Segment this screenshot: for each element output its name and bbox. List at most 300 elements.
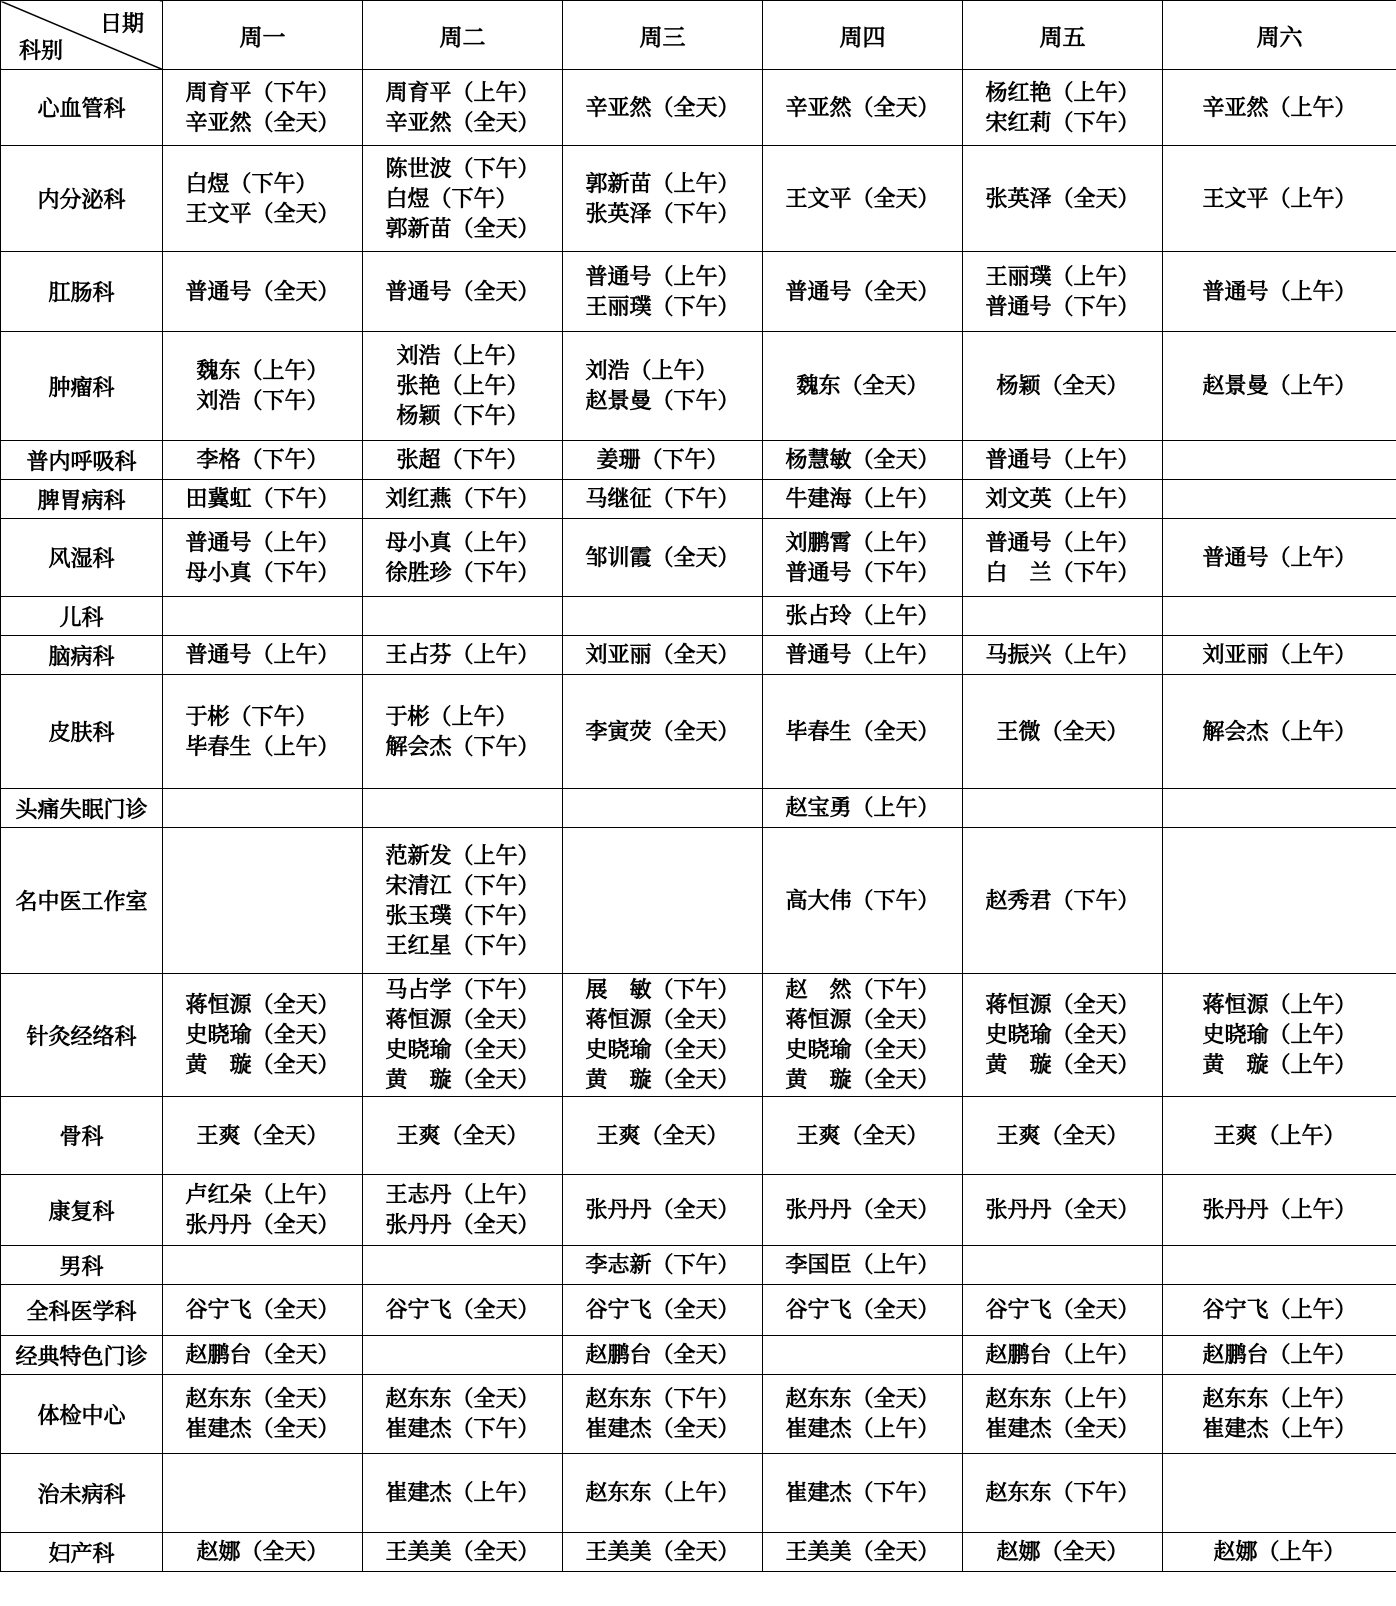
schedule-cell	[963, 1336, 1163, 1375]
table-row	[1, 1454, 1396, 1533]
schedule-cell	[363, 1285, 563, 1336]
schedule-cell	[563, 1285, 763, 1336]
doctor-list	[796, 1121, 928, 1151]
doctor-list	[1202, 1340, 1356, 1370]
department-name: 肿瘤科	[1, 332, 163, 441]
doctor-entry: 王爽（全天）	[596, 1122, 729, 1149]
doctor-entry: 刘亚丽（全天）	[585, 642, 740, 668]
doctor-entry: 普通号（上午）	[185, 642, 340, 668]
schedule-cell	[163, 70, 363, 146]
doctor-entry: 刘文英（上午）	[985, 486, 1140, 512]
doctor-list	[185, 1340, 339, 1370]
doctor-list	[1202, 990, 1356, 1080]
doctor-list	[385, 702, 539, 762]
doctor-list	[785, 184, 939, 214]
doctor-entry: 赵宝勇（上午）	[785, 795, 940, 821]
doctor-list	[1202, 543, 1356, 573]
doctor-list	[785, 793, 939, 823]
doctor-list	[1213, 1537, 1345, 1567]
doctor-list	[985, 1384, 1139, 1444]
doctor-entry: 赵东东（全天）	[185, 1386, 340, 1412]
doctor-list	[585, 1250, 739, 1280]
doctor-list	[396, 445, 528, 475]
schedule-cell	[763, 789, 963, 828]
doctor-entry: 谷宁飞（全天）	[585, 1297, 740, 1323]
doctor-list	[996, 1121, 1128, 1151]
doctor-list	[185, 484, 339, 514]
schedule-cell	[963, 1246, 1163, 1285]
doctor-list	[585, 1478, 739, 1508]
schedule-cell	[1163, 70, 1396, 146]
doctor-entry: 王爽（上午）	[1213, 1122, 1346, 1149]
doctor-list	[796, 371, 928, 401]
schedule-cell	[1163, 1533, 1396, 1572]
doctor-entry: 黄 璇（上午）	[1202, 1052, 1357, 1078]
schedule-cell	[1163, 1175, 1396, 1246]
doctor-entry: 宋清江（下午）	[385, 872, 540, 899]
schedule-cell	[563, 1533, 763, 1572]
doctor-entry: 卢红朵（上午）	[185, 1182, 340, 1208]
department-name: 风湿科	[1, 519, 163, 597]
corner-date-label: 日期	[99, 11, 144, 37]
doctor-entry: 王文平（全天）	[185, 200, 340, 227]
schedule-cell	[1163, 1375, 1396, 1454]
schedule-cell	[1163, 252, 1396, 332]
schedule-cell	[363, 70, 563, 146]
doctor-entry: 蒋恒源（全天）	[985, 992, 1140, 1018]
doctor-entry: 黄 璇（全天）	[985, 1052, 1140, 1078]
table-row	[1, 789, 1396, 828]
schedule-cell	[363, 252, 563, 332]
day-header-tue: 周二	[363, 1, 563, 70]
schedule-cell	[1163, 828, 1396, 974]
table-row	[1, 519, 1396, 597]
schedule-cell	[163, 636, 363, 675]
schedule-cell	[163, 480, 363, 519]
doctor-entry: 赵鹏台（全天）	[585, 1342, 740, 1368]
doctor-list	[785, 1478, 939, 1508]
schedule-cell	[163, 1285, 363, 1336]
doctor-list	[385, 528, 539, 588]
doctor-entry: 于彬（下午）	[185, 703, 318, 730]
doctor-list	[996, 717, 1128, 747]
schedule-cell	[563, 1336, 763, 1375]
doctor-entry: 范新发（上午）	[385, 842, 540, 869]
schedule-cell	[363, 1533, 563, 1572]
schedule-cell	[763, 1533, 963, 1572]
doctor-list	[785, 445, 939, 475]
doctor-list	[985, 1195, 1139, 1225]
doctor-entry: 普通号（下午）	[785, 559, 940, 586]
doctor-list	[1202, 93, 1356, 123]
schedule-cell	[363, 1097, 563, 1175]
schedule-cell	[963, 332, 1163, 441]
doctor-entry: 张超（下午）	[396, 447, 529, 473]
table-row	[1, 1533, 1396, 1572]
doctor-list	[785, 717, 939, 747]
schedule-cell	[763, 1285, 963, 1336]
doctor-entry: 张丹丹（全天）	[985, 1197, 1140, 1223]
doctor-list	[985, 262, 1139, 322]
doctor-entry: 杨红艳（上午）	[985, 79, 1140, 106]
table-row	[1, 70, 1396, 146]
table-row	[1, 1375, 1396, 1454]
table-row	[1, 828, 1396, 974]
doctor-entry: 普通号（上午）	[1202, 278, 1357, 305]
doctor-entry: 李志新（下午）	[585, 1252, 740, 1278]
doctor-entry: 普通号（上午）	[985, 447, 1140, 473]
doctor-entry: 普通号（上午）	[185, 529, 340, 556]
doctor-list	[196, 1121, 328, 1151]
schedule-cell	[1163, 1285, 1396, 1336]
doctor-list	[585, 1295, 739, 1325]
doctor-list	[585, 1537, 739, 1567]
doctor-list	[785, 975, 939, 1095]
doctor-list	[196, 356, 328, 416]
doctor-entry: 赵鹏台（全天）	[185, 1342, 340, 1368]
schedule-cell	[163, 1454, 363, 1533]
schedule-cell	[563, 441, 763, 480]
doctor-entry: 王爽（全天）	[396, 1122, 529, 1149]
schedule-cell	[963, 70, 1163, 146]
doctor-entry: 田冀虹（下午）	[185, 486, 340, 512]
doctor-entry: 姜珊（下午）	[596, 447, 729, 473]
schedule-cell	[1163, 675, 1396, 789]
schedule-cell	[363, 519, 563, 597]
doctor-entry: 王爽（全天）	[796, 1122, 929, 1149]
schedule-cell	[163, 1375, 363, 1454]
doctor-entry: 普通号（上午）	[985, 529, 1140, 556]
doctor-entry: 张丹丹（全天）	[185, 1212, 340, 1238]
doctor-entry: 王志丹（上午）	[385, 1182, 540, 1208]
doctor-entry: 王爽（全天）	[996, 1122, 1129, 1149]
doctor-list	[985, 1340, 1139, 1370]
doctor-list	[185, 78, 339, 138]
doctor-entry: 刘浩（下午）	[196, 388, 329, 414]
doctor-list	[385, 1537, 539, 1567]
schedule-cell	[963, 252, 1163, 332]
schedule-cell	[1163, 1336, 1396, 1375]
doctor-list	[196, 1537, 328, 1567]
doctor-list	[985, 484, 1139, 514]
schedule-cell	[563, 252, 763, 332]
schedule-cell	[563, 974, 763, 1097]
day-header-mon: 周一	[163, 1, 363, 70]
schedule-body	[1, 70, 1396, 1572]
doctor-list	[596, 445, 728, 475]
schedule-cell	[1163, 480, 1396, 519]
table-row	[1, 1246, 1396, 1285]
schedule-cell	[963, 1454, 1163, 1533]
schedule-cell	[563, 519, 763, 597]
schedule-cell	[1163, 441, 1396, 480]
doctor-entry: 谷宁飞（全天）	[985, 1297, 1140, 1323]
doctor-entry: 赵娜（上午）	[1213, 1539, 1346, 1565]
schedule-cell	[763, 675, 963, 789]
doctor-entry: 魏东（上午）	[196, 358, 329, 384]
doctor-list	[996, 1537, 1128, 1567]
doctor-entry: 赵东东（下午）	[585, 1386, 740, 1412]
schedule-cell	[163, 828, 363, 974]
doctor-entry: 马占学（下午）	[385, 977, 540, 1003]
doctor-entry: 刘亚丽（上午）	[1202, 642, 1357, 668]
table-row	[1, 675, 1396, 789]
doctor-entry: 魏东（全天）	[796, 373, 929, 399]
department-name: 全科医学科	[1, 1285, 163, 1336]
schedule-cell	[963, 597, 1163, 636]
doctor-list	[985, 886, 1139, 916]
doctor-entry: 史晓瑜（全天）	[585, 1037, 740, 1063]
schedule-cell	[563, 636, 763, 675]
doctor-entry: 赵东东（上午）	[585, 1480, 740, 1506]
schedule-cell	[963, 974, 1163, 1097]
doctor-entry: 崔建杰（全天）	[185, 1416, 340, 1442]
doctor-entry: 辛亚然（全天）	[185, 109, 340, 136]
schedule-cell	[763, 1097, 963, 1175]
schedule-cell	[963, 1285, 1163, 1336]
doctor-entry: 辛亚然（全天）	[585, 94, 740, 121]
doctor-entry: 杨颖（全天）	[996, 373, 1129, 399]
doctor-list	[1202, 277, 1356, 307]
schedule-cell	[163, 441, 363, 480]
doctor-list	[185, 1180, 339, 1240]
day-header-wed: 周三	[563, 1, 763, 70]
doctor-list	[785, 1295, 939, 1325]
doctor-list	[585, 262, 739, 322]
schedule-cell	[963, 789, 1163, 828]
doctor-list	[185, 702, 339, 762]
doctor-list	[985, 445, 1139, 475]
schedule-cell	[163, 252, 363, 332]
doctor-entry: 史晓瑜（全天）	[185, 1022, 340, 1048]
schedule-cell	[1163, 519, 1396, 597]
doctor-list	[785, 1250, 939, 1280]
doctor-entry: 邹训霞（全天）	[585, 544, 740, 571]
doctor-list	[996, 371, 1128, 401]
doctor-entry: 赵娜（全天）	[196, 1539, 329, 1565]
doctor-entry: 辛亚然（全天）	[385, 109, 540, 136]
table-row	[1, 636, 1396, 675]
doctor-list	[1202, 1295, 1356, 1325]
schedule-cell	[963, 675, 1163, 789]
doctor-entry: 白煜（下午）	[385, 185, 518, 212]
doctor-entry: 徐胜珍（下午）	[385, 559, 540, 586]
doctor-entry: 王文平（上午）	[1202, 185, 1357, 212]
schedule-cell	[1163, 1097, 1396, 1175]
schedule-cell	[163, 1097, 363, 1175]
doctor-entry: 王文平（全天）	[785, 185, 940, 212]
schedule-cell	[763, 636, 963, 675]
day-header-sat: 周六	[1163, 1, 1396, 70]
department-name: 骨科	[1, 1097, 163, 1175]
doctor-list	[385, 1478, 539, 1508]
department-name: 男科	[1, 1246, 163, 1285]
doctor-entry: 马继征（下午）	[585, 486, 740, 512]
doctor-entry: 白 兰（下午）	[985, 559, 1140, 586]
doctor-entry: 普通号（全天）	[385, 278, 540, 305]
doctor-list	[1213, 1121, 1345, 1151]
doctor-entry: 赵鹏台（上午）	[985, 1342, 1140, 1368]
schedule-cell	[163, 675, 363, 789]
schedule-cell	[563, 1175, 763, 1246]
schedule-cell	[363, 480, 563, 519]
doctor-entry: 崔建杰（上午）	[1202, 1416, 1357, 1442]
schedule-cell	[1163, 974, 1396, 1097]
schedule-cell	[963, 636, 1163, 675]
doctor-list	[985, 78, 1139, 138]
doctor-entry: 周育平（下午）	[185, 79, 340, 106]
schedule-cell	[163, 1533, 363, 1572]
doctor-entry: 史晓瑜（全天）	[985, 1022, 1140, 1048]
doctor-list	[585, 1340, 739, 1370]
doctor-list	[185, 640, 339, 670]
table-row	[1, 332, 1396, 441]
doctor-list	[385, 1295, 539, 1325]
schedule-cell	[563, 1246, 763, 1285]
doctor-list	[185, 528, 339, 588]
doctor-list	[585, 543, 739, 573]
doctor-entry: 赵 然（下午）	[785, 977, 940, 1003]
doctor-entry: 王微（全天）	[996, 718, 1129, 745]
doctor-entry: 普通号（上午）	[585, 263, 740, 290]
doctor-entry: 周育平（上午）	[385, 79, 540, 106]
doctor-entry: 于彬（上午）	[385, 703, 518, 730]
doctor-entry: 张丹丹（上午）	[1202, 1197, 1357, 1223]
schedule-cell	[363, 1175, 563, 1246]
doctor-entry: 刘鹏霄（上午）	[785, 529, 940, 556]
doctor-entry: 普通号（上午）	[1202, 544, 1357, 571]
doctor-entry: 赵东东（上午）	[1202, 1386, 1357, 1412]
schedule-cell	[763, 480, 963, 519]
doctor-entry: 赵娜（全天）	[996, 1539, 1129, 1565]
schedule-cell	[363, 441, 563, 480]
table-row	[1, 252, 1396, 332]
doctor-list	[585, 640, 739, 670]
doctor-entry: 蒋恒源（全天）	[585, 1007, 740, 1033]
doctor-list	[985, 1295, 1139, 1325]
doctor-entry: 赵鹏台（上午）	[1202, 1342, 1357, 1368]
doctor-list	[985, 184, 1139, 214]
doctor-entry: 普通号（下午）	[985, 293, 1140, 320]
doctor-entry: 崔建杰（全天）	[985, 1416, 1140, 1442]
doctor-entry: 王丽璞（上午）	[985, 263, 1140, 290]
schedule-cell	[563, 828, 763, 974]
doctor-entry: 王美美（全天）	[385, 1539, 540, 1565]
doctor-entry: 张英泽（下午）	[585, 200, 740, 227]
schedule-cell	[363, 636, 563, 675]
department-name: 心血管科	[1, 70, 163, 146]
doctor-list	[785, 886, 939, 916]
doctor-entry: 崔建杰（全天）	[585, 1416, 740, 1442]
doctor-list	[985, 990, 1139, 1080]
department-name: 内分泌科	[1, 146, 163, 252]
doctor-entry: 高大伟（下午）	[785, 887, 940, 914]
doctor-list	[785, 1195, 939, 1225]
department-name: 名中医工作室	[1, 828, 163, 974]
schedule-cell	[763, 974, 963, 1097]
schedule-cell	[563, 70, 763, 146]
doctor-entry: 郭新苗（上午）	[585, 170, 740, 197]
doctor-entry: 蒋恒源（上午）	[1202, 992, 1357, 1018]
schedule-cell	[963, 441, 1163, 480]
doctor-entry: 崔建杰（下午）	[785, 1480, 940, 1506]
schedule-cell	[363, 146, 563, 252]
department-name: 治未病科	[1, 1454, 163, 1533]
schedule-cell	[763, 828, 963, 974]
doctor-entry: 崔建杰（上午）	[785, 1416, 940, 1442]
schedule-cell	[763, 519, 963, 597]
doctor-list	[785, 484, 939, 514]
table-row	[1, 1336, 1396, 1375]
doctor-entry: 张丹丹（全天）	[385, 1212, 540, 1238]
schedule-cell	[363, 828, 563, 974]
department-name: 肛肠科	[1, 252, 163, 332]
doctor-entry: 李格（下午）	[196, 447, 329, 473]
doctor-list	[585, 484, 739, 514]
schedule-cell	[763, 332, 963, 441]
doctor-entry: 解会杰（下午）	[385, 733, 540, 760]
doctor-entry: 牛建海（上午）	[785, 486, 940, 512]
table-row	[1, 1097, 1396, 1175]
doctor-entry: 杨慧敏（全天）	[785, 447, 940, 473]
doctor-list	[385, 78, 539, 138]
doctor-list	[385, 1180, 539, 1240]
doctor-entry: 谷宁飞（全天）	[785, 1297, 940, 1323]
doctor-entry: 崔建杰（上午）	[385, 1480, 540, 1506]
department-name: 儿科	[1, 597, 163, 636]
doctor-entry: 母小真（上午）	[385, 529, 540, 556]
doctor-entry: 母小真（下午）	[185, 559, 340, 586]
doctor-entry: 辛亚然（全天）	[785, 94, 940, 121]
schedule-cell	[963, 146, 1163, 252]
schedule-cell	[763, 252, 963, 332]
doctor-list	[585, 356, 739, 416]
doctor-entry: 李国臣（上午）	[785, 1252, 940, 1278]
doctor-list	[1202, 717, 1356, 747]
department-name: 妇产科	[1, 1533, 163, 1572]
doctor-entry: 蒋恒源（全天）	[185, 992, 340, 1018]
doctor-entry: 张英泽（全天）	[985, 185, 1140, 212]
doctor-entry: 辛亚然（上午）	[1202, 94, 1357, 121]
doctor-entry: 张艳（上午）	[396, 373, 529, 399]
doctor-entry: 李寅荧（全天）	[585, 718, 740, 745]
department-name: 脾胃病科	[1, 480, 163, 519]
doctor-list	[185, 169, 339, 229]
schedule-cell	[963, 1097, 1163, 1175]
doctor-entry: 史晓瑜（上午）	[1202, 1022, 1357, 1048]
doctor-list	[785, 528, 939, 588]
doctor-entry: 普通号（全天）	[185, 278, 340, 305]
doctor-entry: 黄 璇（全天）	[385, 1067, 540, 1093]
doctor-entry: 毕春生（上午）	[185, 733, 340, 760]
doctor-list	[585, 1384, 739, 1444]
schedule-cell	[1163, 636, 1396, 675]
doctor-list	[785, 1384, 939, 1444]
doctor-entry: 蒋恒源（全天）	[385, 1007, 540, 1033]
doctor-entry: 史晓瑜（全天）	[785, 1037, 940, 1063]
doctor-list	[385, 640, 539, 670]
doctor-entry: 刘浩（上午）	[585, 358, 718, 384]
schedule-cell	[563, 1454, 763, 1533]
schedule-cell	[1163, 146, 1396, 252]
schedule-cell	[763, 146, 963, 252]
schedule-cell	[1163, 332, 1396, 441]
doctor-list	[385, 1384, 539, 1444]
doctor-entry: 刘红燕（下午）	[385, 486, 540, 512]
doctor-list	[396, 1121, 528, 1151]
day-header-fri: 周五	[963, 1, 1163, 70]
schedule-cell	[163, 1336, 363, 1375]
